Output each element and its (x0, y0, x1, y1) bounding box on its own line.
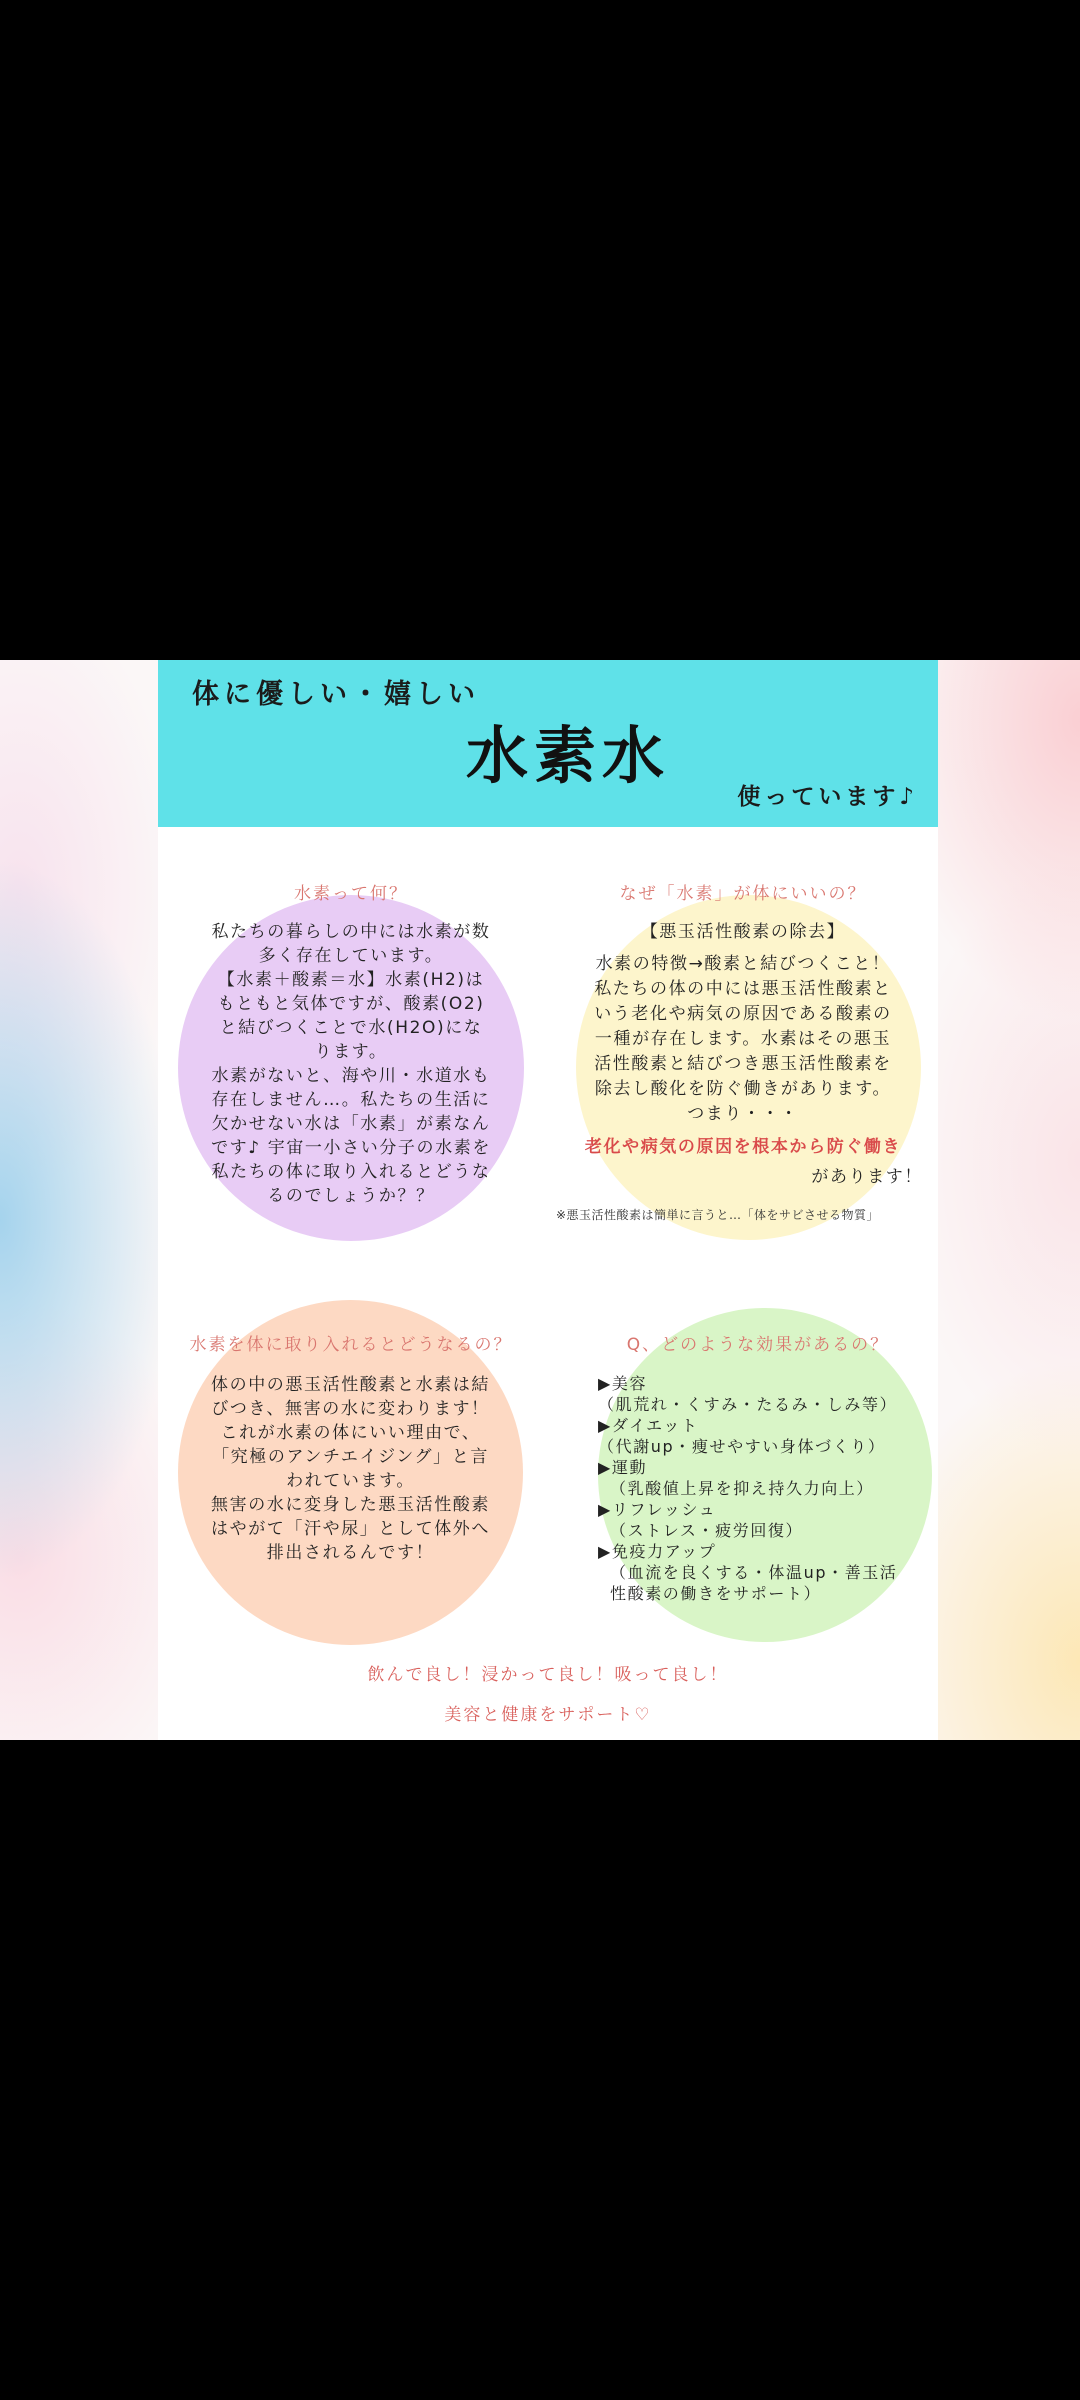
header-subtitle: 体に優しい・嬉しい (192, 679, 480, 710)
section2-line: 一種が存在します。水素はその悪玉 (594, 1029, 892, 1049)
section4-title: Q、どのような効果があるの？ (626, 1335, 890, 1355)
section4-list (598, 1373, 928, 1604)
section2-note: ※悪玉活性酸素は簡単に言うと…「体をサビさせる物質」 (556, 1208, 880, 1222)
section3-line: 「究極のアンチエイジング」と言 (212, 1447, 489, 1467)
footer-line1: 飲んで良し！浸かって良し！吸って良し！ (367, 1665, 729, 1685)
section1-line: 【水素＋酸素＝水】水素(H2)は (217, 970, 485, 990)
effect-detail: （代謝up・痩せやすい身体づくり） (598, 1437, 886, 1456)
section3-line: 排出されるんです！ (266, 1543, 435, 1563)
footer-line2: 美容と健康をサポート♡ (444, 1705, 652, 1725)
poster-header (158, 660, 938, 827)
effect-detail: （肌荒れ・くすみ・たるみ・しみ等） (598, 1395, 898, 1414)
section2-line: 除去し酸化を防ぐ働きがあります。 (594, 1079, 892, 1099)
section2-line: 私たちの体の中には悪玉活性酸素と (594, 979, 892, 999)
section3-line: はやがて「汗や尿」として体外へ (211, 1519, 490, 1539)
section2-highlight-tail: があります！ (811, 1167, 923, 1187)
section1-line: 欠かせない水は「水素」が素なん (211, 1114, 491, 1134)
hydrogen-water-poster (158, 660, 938, 1740)
section3-line: われています。 (286, 1471, 415, 1491)
effect-detail: （ストレス・疲労回復） (610, 1521, 804, 1540)
section3-body (178, 1373, 523, 1565)
effect-item-immunity: ▶免疫力アップ (598, 1542, 717, 1561)
section1-line: るのでしょうか？？ (267, 1186, 435, 1206)
section1-line: もともと気体ですが、酸素(O2) (217, 994, 485, 1014)
section2-line: つまり・・・ (687, 1104, 799, 1124)
section1-line: 私たちの暮らしの中には水素が数 (211, 922, 491, 942)
effect-item-refresh: ▶リフレッシュ (598, 1500, 717, 1519)
header-tagline: 使っています♪ (737, 784, 918, 810)
effect-detail: 性酸素の働きをサポート） (610, 1584, 822, 1603)
section1-body (178, 920, 524, 1208)
section2-line: 活性酸素と結びつき悪玉活性酸素を (594, 1054, 892, 1074)
section1-line: です♪ 宇宙一小さい分子の水素を (211, 1138, 491, 1158)
effect-item-diet: ▶ダイエット (598, 1416, 699, 1435)
section3-line: びつき、無害の水に変わります！ (211, 1399, 490, 1419)
section1-line: 多く存在しています。 (258, 946, 444, 966)
effect-detail: （乳酸値上昇を抑え持久力向上） (610, 1479, 875, 1498)
section1-line: 水素がないと、海や川・水道水も (211, 1066, 491, 1086)
section1-line: と結びつくことで水(H2O)にな (219, 1018, 483, 1038)
section1-line: 私たちの体に取り入れるとどうな (211, 1162, 491, 1182)
effect-item-beauty: ▶美容 (598, 1374, 648, 1393)
section3-line: 体の中の悪玉活性酸素と水素は結 (211, 1375, 490, 1395)
section1-line: 存在しません…。私たちの生活に (211, 1090, 491, 1110)
section3-title: 水素を体に取り入れるとどうなるの？ (189, 1335, 513, 1355)
section1-title: 水素って何？ (294, 884, 408, 904)
section1-line: ります。 (314, 1042, 388, 1062)
section2-heading: 【悪玉活性酸素の除去】 (640, 922, 846, 942)
section3-line: これが水素の体にいい理由で、 (220, 1423, 481, 1443)
section2-line: いう老化や病気の原因である酸素の (594, 1004, 892, 1024)
image-viewer-band[interactable] (0, 660, 1080, 1740)
section2-highlight: 老化や病気の原因を根本から防ぐ働き (584, 1137, 902, 1157)
section2-line: 水素の特徴→酸素と結びつくこと！ (595, 954, 891, 974)
header-title: 水素水 (465, 719, 670, 792)
section2-body (553, 952, 933, 1127)
effect-detail: （血流を良くする・体温up・善玉活 (610, 1563, 898, 1582)
section3-line: 無害の水に変身した悪玉活性酸素 (211, 1495, 490, 1515)
effect-item-exercise: ▶運動 (598, 1458, 648, 1477)
section2-title: なぜ「水素」が体にいいの？ (619, 884, 867, 904)
